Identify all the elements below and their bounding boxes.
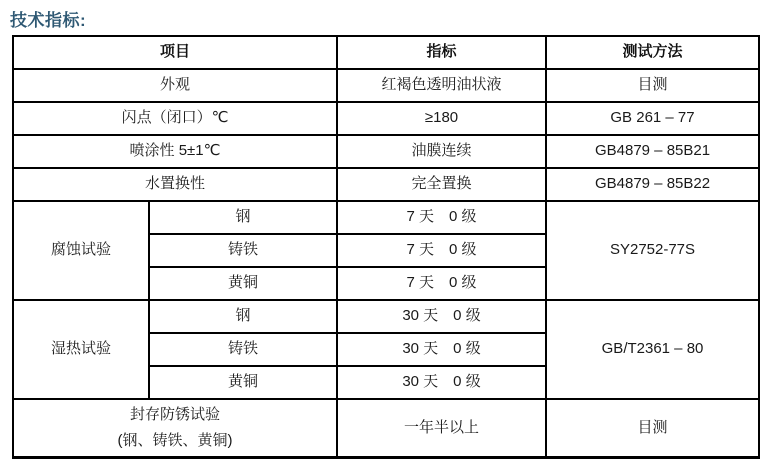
- header-method: 测试方法: [546, 36, 759, 69]
- cell-spec: ≥180: [337, 102, 546, 135]
- cell-method: GB4879 – 85B22: [546, 168, 759, 201]
- cell-item-line1: 封存防锈试验: [130, 405, 221, 423]
- table-header-row: [13, 36, 759, 69]
- cell-item: 喷涂性 5±1℃: [13, 135, 337, 168]
- cell-spec: 完全置换: [337, 168, 546, 201]
- cell-group-dampheat: 湿热试验: [13, 300, 149, 399]
- table-row-appearance: [13, 69, 759, 102]
- cell-spec: 一年半以上: [337, 399, 546, 457]
- cell-spec: 7 天 0 级: [337, 267, 546, 300]
- header-spec: 指标: [337, 36, 546, 69]
- cell-spec: 30 天 0 级: [337, 300, 546, 333]
- cell-method: GB4879 – 85B21: [546, 135, 759, 168]
- cell-spec: 油膜连续: [337, 135, 546, 168]
- cell-material: 钢: [149, 201, 337, 234]
- cell-material: 铸铁: [149, 234, 337, 267]
- table-row-corrosion-steel: [13, 201, 759, 234]
- table-row-sprayability: [13, 135, 759, 168]
- cell-group-corrosion: 腐蚀试验: [13, 201, 149, 300]
- cell-item: 闪点（闭口）℃: [13, 102, 337, 135]
- cell-item: 外观: [13, 69, 337, 102]
- cell-material: 黄铜: [149, 267, 337, 300]
- header-item: 项目: [13, 36, 337, 69]
- spec-table: [12, 35, 760, 459]
- cell-method: 目测: [546, 69, 759, 102]
- cell-material: 黄铜: [149, 366, 337, 399]
- table-row-water-displacement: [13, 168, 759, 201]
- cell-spec: 7 天 0 级: [337, 234, 546, 267]
- cell-material: 钢: [149, 300, 337, 333]
- cell-method-corrosion: SY2752-77S: [546, 201, 759, 300]
- cell-method: GB 261 – 77: [546, 102, 759, 135]
- cell-spec: 30 天 0 级: [337, 366, 546, 399]
- table-row-dampheat-steel: [13, 300, 759, 333]
- cell-item: 水置换性: [13, 168, 337, 201]
- table-row-sealed-rust-prevention: [13, 399, 759, 457]
- cell-method-dampheat: GB/T2361 – 80: [546, 300, 759, 399]
- cell-spec: 30 天 0 级: [337, 333, 546, 366]
- cell-item-two-line: [13, 399, 337, 457]
- cell-spec: 红褐色透明油状液: [337, 69, 546, 102]
- page-title: 技术指标:: [10, 11, 87, 30]
- cell-method: 目测: [546, 399, 759, 457]
- cell-spec: 7 天 0 级: [337, 201, 546, 234]
- cell-material: 铸铁: [149, 333, 337, 366]
- table-row-flash-point: [13, 102, 759, 135]
- cell-item-line2: (钢、铸铁、黄铜): [117, 431, 233, 449]
